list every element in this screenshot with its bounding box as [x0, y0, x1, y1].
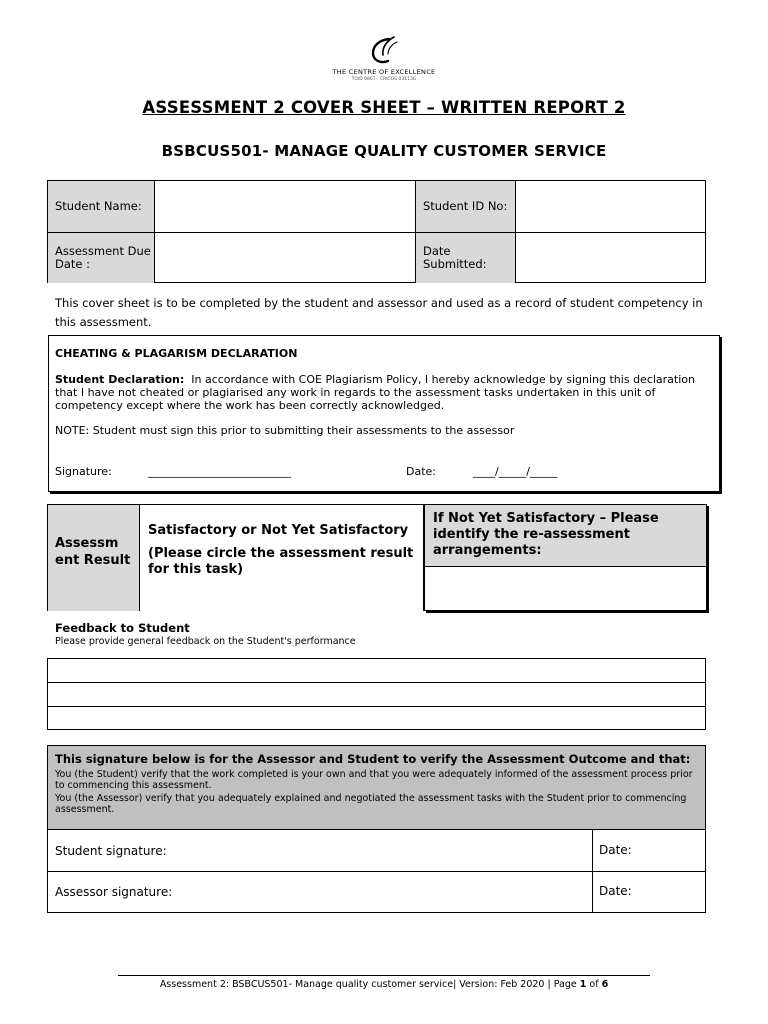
student-name-label: Student Name:	[48, 181, 155, 232]
signature-line[interactable]: __________________________	[148, 465, 291, 478]
verification-assessor-text: You (the Assessor) verify that you adequately explained and negotiated the assessment tasks with the Student prior to commencing assessment.	[55, 793, 687, 815]
declaration-text: In accordance with COE Plagiarism Policy, I hereby acknowledge by signing this declaration that I have not cheated or plagiarised any work in regards to the assessment tasks undertaken in this unit of competency except where the work has been correctly acknowledged.	[55, 373, 695, 412]
verification-header: This signature below is for the Assessor and Student to verify the Assessment Outcome and that:	[55, 752, 691, 766]
declaration-signature-row	[55, 465, 695, 479]
assessor-signature-row[interactable]	[48, 871, 705, 913]
assessor-date-label[interactable]: Date:	[592, 871, 705, 913]
declaration-date-label: Date:	[406, 465, 436, 478]
reassessment-field[interactable]	[425, 567, 706, 610]
company-logo	[320, 36, 448, 92]
assessment-result-section	[47, 504, 707, 611]
declaration-paragraph	[55, 373, 713, 412]
assessor-signature-label: Assessor signature:	[55, 885, 173, 899]
declaration-date-line[interactable]: ____/_____/_____	[473, 465, 558, 478]
cover-note: This cover sheet is to be completed by the student and assessor and used as a record of student competency in this assessment.	[55, 296, 703, 329]
student-id-field[interactable]	[516, 181, 705, 232]
declaration-title: CHEATING & PLAGARISM DECLARATION	[55, 347, 298, 360]
due-date-label: Assessment Due Date :	[48, 233, 155, 283]
due-date-field[interactable]	[155, 233, 416, 283]
logo-sub: TOID 0867 · CRICOS 03113G	[351, 77, 417, 82]
student-date-label[interactable]: Date:	[592, 830, 705, 871]
page-footer	[118, 975, 650, 990]
student-info-table	[47, 180, 706, 283]
feedback-line	[48, 682, 705, 683]
date-submitted-field[interactable]	[516, 233, 705, 283]
result-instruction: (Please circle the assessment result for this task)	[148, 546, 414, 577]
reassessment-header: If Not Yet Satisfactory – Please identify the re-assessment arrangements:	[425, 505, 706, 567]
declaration-label: Student Declaration:	[55, 373, 185, 386]
declaration-box	[48, 335, 720, 492]
student-id-label: Student ID No:	[416, 181, 516, 232]
verification-box	[47, 745, 706, 913]
feedback-box[interactable]	[47, 658, 706, 730]
verification-student-text: You (the Student) verify that the work completed is your own and that you were adequately informed of the assessment process prior to commencing this assessment.	[55, 769, 693, 791]
student-signature-row[interactable]	[48, 830, 705, 872]
signature-label: Signature:	[55, 465, 112, 478]
footer-page-number: 1	[579, 979, 587, 990]
logo-name: THE CENTRE OF EXCELLENCE	[332, 68, 436, 76]
footer-text: Assessment 2: BSBCUS501- Manage quality customer service| Version: Feb 2020 | Page	[159, 979, 580, 990]
feedback-line	[48, 706, 705, 707]
footer-of: of	[586, 979, 602, 990]
feedback-subtitle: Please provide general feedback on the Student's performance	[55, 636, 356, 647]
assessment-result-label: Assessm ent Result	[47, 504, 140, 611]
reassessment-box	[424, 504, 707, 611]
page-title: ASSESSMENT 2 COVER SHEET – WRITTEN REPORT 2	[142, 98, 626, 117]
student-signature-label: Student signature:	[55, 844, 167, 858]
result-options-cell[interactable]	[140, 504, 424, 611]
declaration-note: NOTE: Student must sign this prior to submitting their assessments to the assessor	[55, 424, 515, 437]
student-name-field[interactable]	[155, 181, 416, 232]
swirl-logo-icon	[367, 36, 401, 66]
verification-header-cell	[48, 746, 705, 830]
result-options: Satisfactory or Not Yet Satisfactory	[148, 523, 409, 538]
page-subtitle: BSBCUS501- MANAGE QUALITY CUSTOMER SERVICE	[161, 142, 607, 160]
feedback-title: Feedback to Student	[55, 621, 190, 635]
date-submitted-label: Date Submitted:	[416, 233, 516, 283]
footer-page-total: 6	[601, 979, 609, 990]
